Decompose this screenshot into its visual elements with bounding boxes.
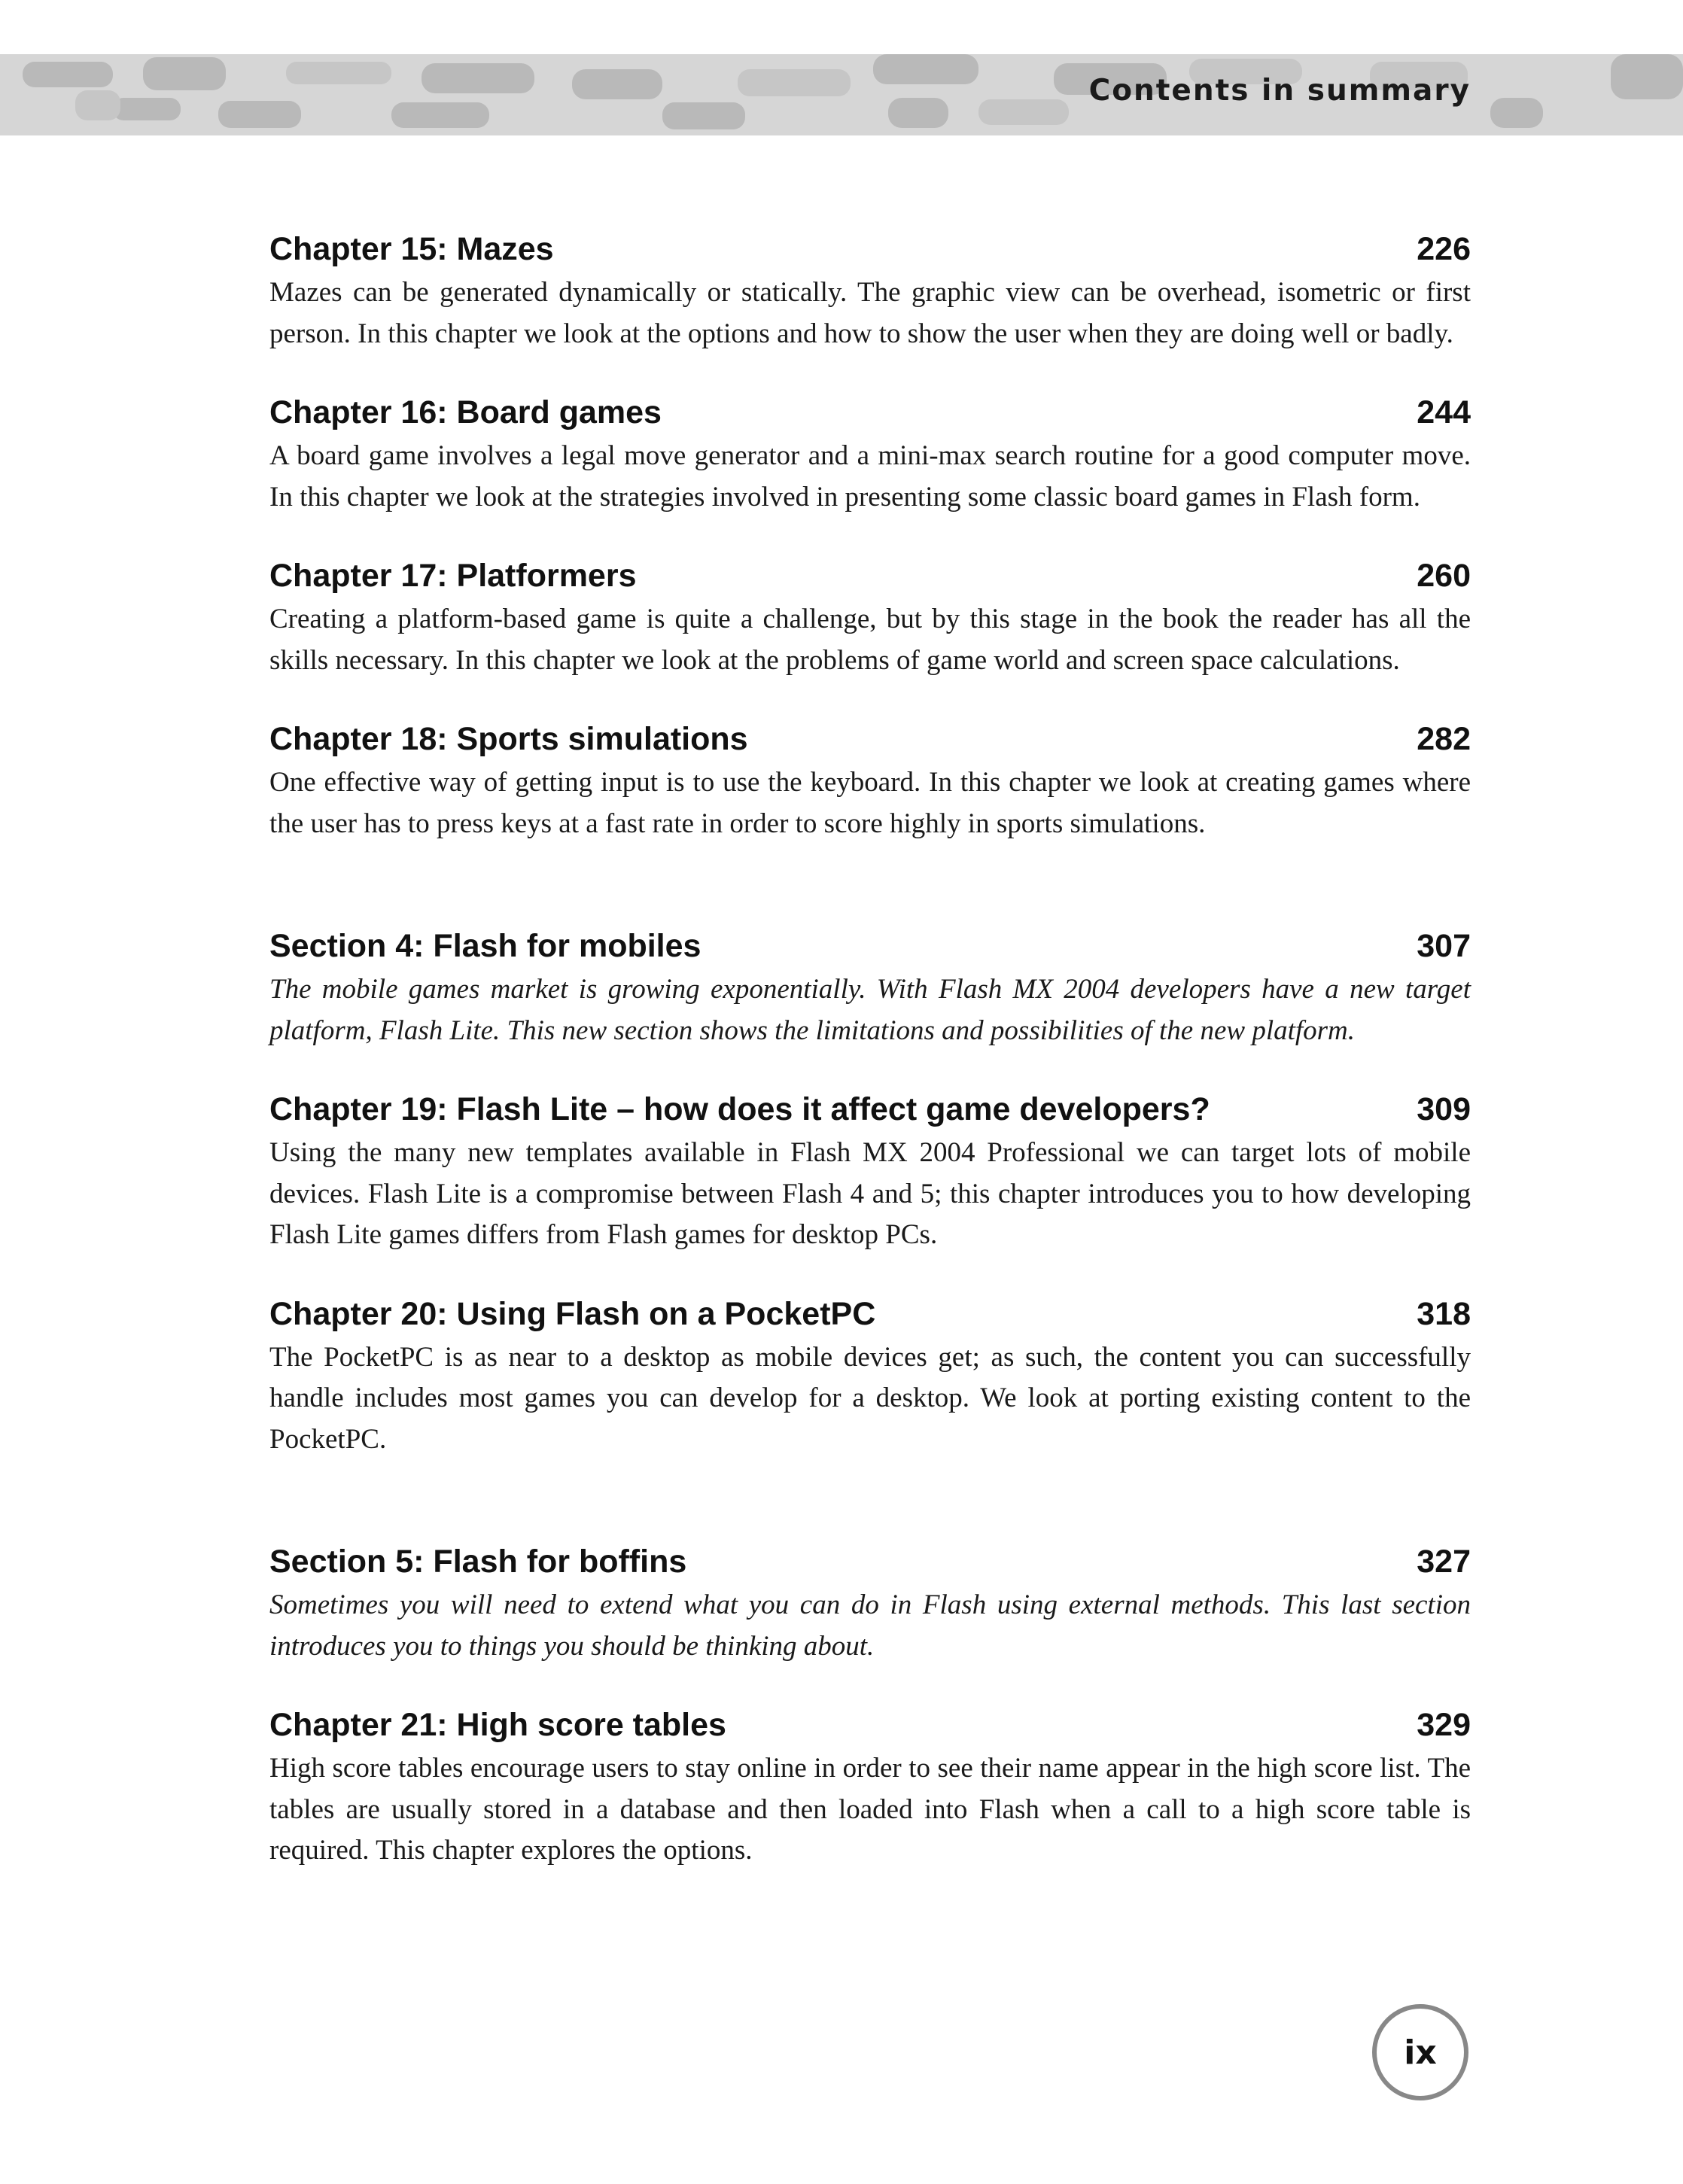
- toc-entry-section-5: [269, 1538, 1471, 1667]
- entry-page-number: 244: [1417, 394, 1471, 430]
- entry-title: Chapter 18: Sports simulations: [269, 721, 748, 757]
- entry-description: Creating a platform-based game is quite a challenge, but by this stage in the book the reader has all the skills necessary. In this chapter we look at the problems of game world and screen space calculations.: [269, 604, 1471, 676]
- entry-heading: [269, 226, 1471, 272]
- entry-page-number: 260: [1417, 558, 1471, 594]
- toc-entry-chapter-20: [269, 1291, 1471, 1461]
- entry-title: Chapter 17: Platformers: [269, 558, 637, 594]
- entry-description: High score tables encourage users to stay online in order to see their name appear in the high score list. The tables are usually stored in a database and then loaded into Flash when a call to a high score table is required. This chapter explores the options.: [269, 1753, 1471, 1866]
- entry-title: Chapter 16: Board games: [269, 394, 662, 430]
- entry-description: A board game involves a legal move generator and a mini-max search routine for a good computer move. In this chapter we look at the strategies involved in presenting some classic board games in Flash form.: [269, 440, 1471, 513]
- entry-heading: [269, 1086, 1471, 1133]
- entry-heading: [269, 1702, 1471, 1748]
- entry-description: The mobile games market is growing exponentially. With Flash MX 2004 developers have a new target platform, Flash Lite. This new section shows the limitations and possibilities of the new platform.: [269, 974, 1471, 1046]
- entry-page-number: 307: [1417, 928, 1471, 964]
- entry-page-number: 329: [1417, 1707, 1471, 1743]
- entry-page-number: 318: [1417, 1295, 1471, 1332]
- toc-entry-chapter-21: [269, 1702, 1471, 1872]
- entry-title: Chapter 21: High score tables: [269, 1707, 726, 1743]
- entry-page-number: 309: [1417, 1091, 1471, 1127]
- entry-description: Mazes can be generated dynamically or statically. The graphic view can be overhead, isometric or first person. In this chapter we look at the options and how to show the user when they are doing well or badly.: [269, 277, 1471, 349]
- entry-title: Section 5: Flash for boffins: [269, 1544, 687, 1580]
- entry-heading: [269, 552, 1471, 599]
- toc-content: [269, 226, 1471, 1872]
- entry-title: Chapter 20: Using Flash on a PocketPC: [269, 1295, 876, 1332]
- entry-description: The PocketPC is as near to a desktop as mobile devices get; as such, the content you can successfully handle includes most games you can develop for a desktop. We look at porting existing content to the PocketPC.: [269, 1341, 1471, 1455]
- toc-entry-chapter-15: [269, 226, 1471, 354]
- page-number-badge: ix: [1372, 2004, 1468, 2100]
- entry-title: Section 4: Flash for mobiles: [269, 928, 702, 964]
- entry-page-number: 327: [1417, 1544, 1471, 1580]
- toc-entry-chapter-16: [269, 389, 1471, 518]
- entry-description: Sometimes you will need to extend what you can do in Flash using external methods. This last section introduces you to things you should be thinking about.: [269, 1589, 1471, 1662]
- entry-title: Chapter 19: Flash Lite – how does it affect game developers?: [269, 1091, 1210, 1127]
- toc-entry-section-4: [269, 923, 1471, 1051]
- entry-heading: [269, 716, 1471, 762]
- toc-entry-chapter-17: [269, 552, 1471, 681]
- toc-entry-chapter-18: [269, 716, 1471, 844]
- entry-heading: [269, 923, 1471, 969]
- entry-description: One effective way of getting input is to use the keyboard. In this chapter we look at creating games where the user has to press keys at a fast rate in order to score highly in sports simulations.: [269, 767, 1471, 839]
- running-header-title: Contents in summary: [1088, 74, 1471, 108]
- entry-heading: [269, 1291, 1471, 1337]
- entry-title: Chapter 15: Mazes: [269, 231, 554, 267]
- entry-heading: [269, 1538, 1471, 1585]
- entry-page-number: 282: [1417, 721, 1471, 757]
- toc-entry-chapter-19: [269, 1086, 1471, 1256]
- entry-page-number: 226: [1417, 231, 1471, 267]
- entry-heading: [269, 389, 1471, 436]
- entry-description: Using the many new templates available in Flash MX 2004 Professional we can target lots of mobile devices. Flash Lite is a compromise between Flash 4 and 5; this chapter introduces you to how developing Flash Lite games differs from Flash games for desktop PCs.: [269, 1137, 1471, 1250]
